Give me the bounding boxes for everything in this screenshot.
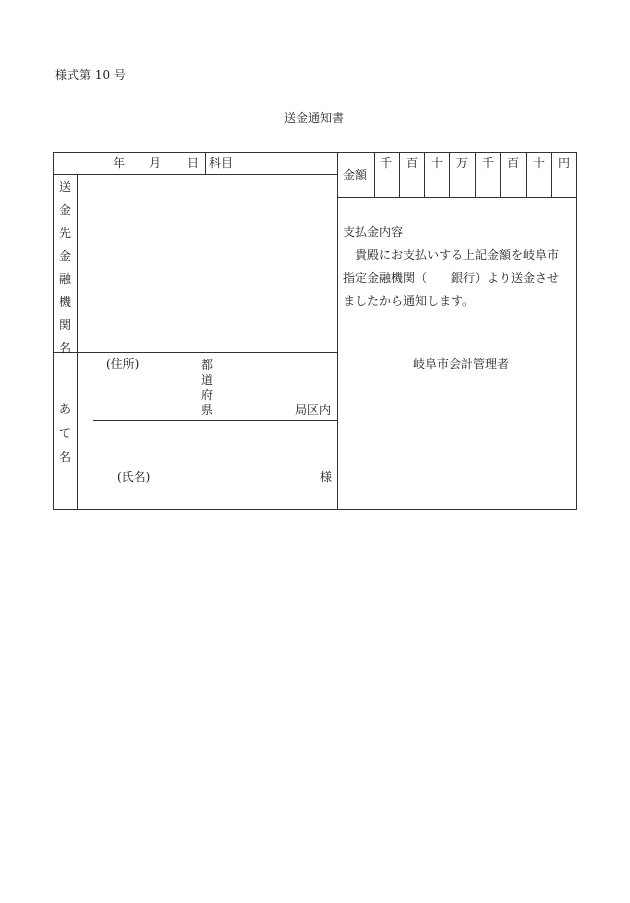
amount-unit-thousand: 千 xyxy=(380,156,393,170)
name-label: (氏名) xyxy=(117,470,151,484)
bank-name-label-char: 融 xyxy=(58,272,71,286)
amount-cell-divider xyxy=(424,152,425,197)
addressee-label-char: て xyxy=(58,426,71,440)
bank-name-label-char: 関 xyxy=(58,318,71,332)
amount-row-divider xyxy=(337,197,576,198)
amount-unit-ten: 十 xyxy=(431,156,444,170)
page-title: 送金通知書 xyxy=(284,111,345,125)
amount-cell-divider xyxy=(399,152,400,197)
amount-cell-divider xyxy=(526,152,527,197)
bank-name-label-char: 名 xyxy=(58,341,71,355)
district-label: 局区内 xyxy=(295,403,332,417)
date-row-divider xyxy=(53,174,337,175)
notice-line: 貴殿にお支払いする上記金額を岐阜市 xyxy=(355,248,560,262)
bank-name-label-char: 金 xyxy=(58,249,71,263)
amount-unit-hundred: 百 xyxy=(406,156,419,170)
prefecture-char: 道 xyxy=(200,373,213,387)
table-border-left xyxy=(53,152,54,510)
form-number: 様式第 10 号 xyxy=(55,68,126,82)
date-year-label: 年 xyxy=(113,156,126,170)
date-subject-divider xyxy=(205,152,206,174)
prefecture-char: 県 xyxy=(200,403,213,417)
addressee-label-char: あ xyxy=(58,402,71,416)
prefecture-char: 都 xyxy=(200,358,213,372)
notice-line: ましたから通知します。 xyxy=(343,294,475,308)
date-day-label: 日 xyxy=(187,156,200,170)
amount-cell-divider xyxy=(551,152,552,197)
amount-unit-thousand: 千 xyxy=(482,156,495,170)
table-border-bottom xyxy=(53,509,577,510)
table-divider-center xyxy=(337,152,338,510)
bank-name-label-char: 送 xyxy=(58,180,71,194)
amount-label-divider xyxy=(374,152,375,197)
date-month-label: 月 xyxy=(149,156,162,170)
amount-cell-divider xyxy=(449,152,450,197)
bank-name-label xyxy=(58,181,72,365)
amount-unit-ten: 十 xyxy=(533,156,546,170)
subject-label: 科目 xyxy=(209,156,234,170)
notice-heading: 支払金内容 xyxy=(343,225,404,239)
addressee-label-char: 名 xyxy=(58,450,71,464)
addressee-label xyxy=(58,403,72,475)
amount-unit-yen: 円 xyxy=(558,156,571,170)
honorific-label: 様 xyxy=(320,470,333,484)
table-border-top xyxy=(53,152,577,153)
bank-addressee-divider xyxy=(53,352,337,353)
address-name-divider xyxy=(93,420,337,421)
amount-cell-divider xyxy=(475,152,476,197)
table-border-right xyxy=(576,152,577,510)
bank-name-label-char: 金 xyxy=(58,203,71,217)
label-column-divider xyxy=(77,174,78,509)
amount-label: 金額 xyxy=(343,168,368,182)
notice-line: 指定金融機関（ 銀行）より送金させ xyxy=(343,271,560,285)
bank-name-label-char: 先 xyxy=(58,226,71,240)
amount-unit-hundred: 百 xyxy=(507,156,520,170)
address-label: (住所) xyxy=(106,357,140,371)
issuer-label: 岐阜市会計管理者 xyxy=(413,357,510,371)
prefecture-char: 府 xyxy=(200,388,213,402)
amount-unit-man: 万 xyxy=(456,156,469,170)
prefecture-label xyxy=(200,359,214,419)
bank-name-label-char: 機 xyxy=(58,295,71,309)
amount-cell-divider xyxy=(500,152,501,197)
